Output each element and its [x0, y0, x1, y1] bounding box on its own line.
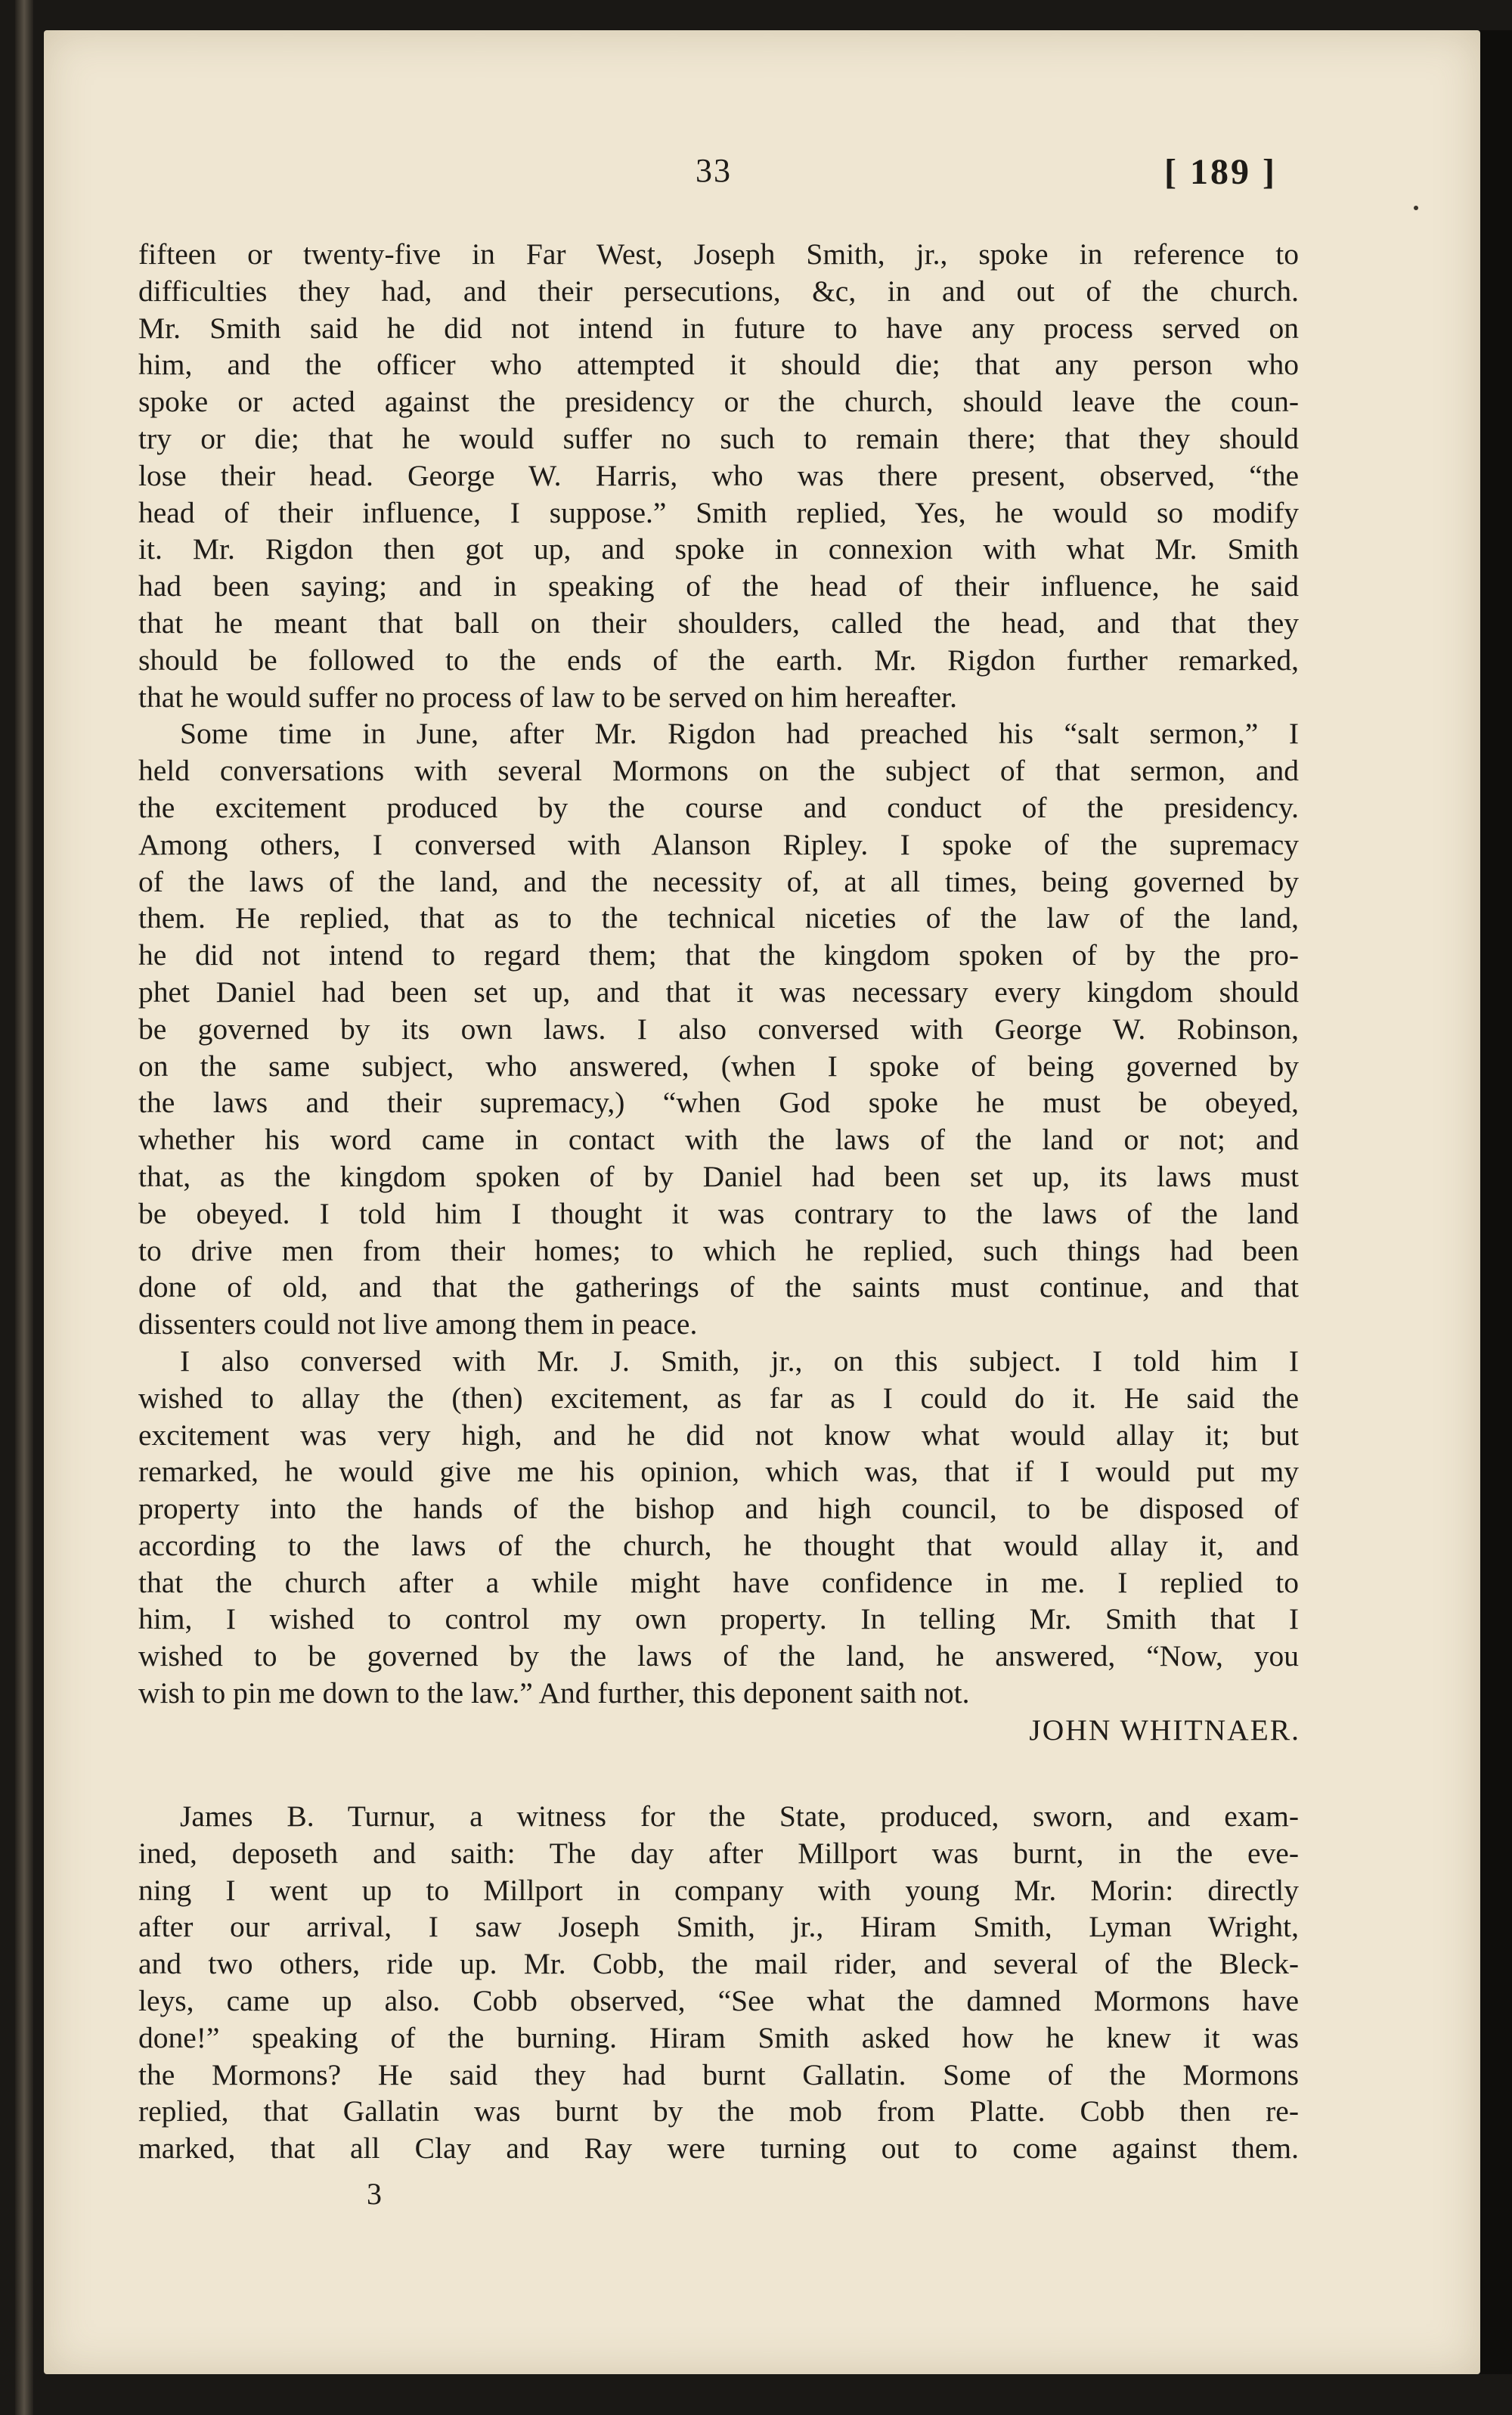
text-line: had been saying; and in speaking of the head of their influence, he said	[138, 569, 1299, 603]
text-line: he did not intend to regard them; that the kingdom spoken of by the pro-	[138, 938, 1299, 972]
text-line: that he would suffer no process of law to be served on him hereafter.	[138, 680, 957, 714]
signature	[907, 1713, 1300, 1747]
text-line: spoke or acted against the presidency or the church, should leave the coun-	[138, 385, 1299, 419]
text-line: that he meant that ball on their shoulders, called the head, and that they	[138, 606, 1299, 640]
page-header	[91, 151, 1300, 204]
text-line: I also conversed with Mr. J. Smith, jr., on this subject. I told him I	[180, 1344, 1299, 1378]
text-line: wished to be governed by the laws of the land, he answered, “Now, you	[138, 1639, 1299, 1673]
scan-border	[1478, 30, 1512, 2374]
text-line: on the same subject, who answered, (when I spoke of being governed by	[138, 1049, 1299, 1083]
deposition-text-block	[138, 236, 1299, 1712]
text-line: it. Mr. Rigdon then got up, and spoke in connexion with what Mr. Smith	[138, 532, 1299, 566]
signature-name: JOHN WHITNAER.	[1029, 1713, 1300, 1747]
text-line: held conversations with several Mormons on the subject of that sermon, and	[138, 754, 1299, 788]
document-number: [ 189 ]	[1164, 152, 1277, 192]
text-line: remarked, he would give me his opinion, which was, that if I would put my	[138, 1455, 1299, 1489]
text-line: Among others, I conversed with Alanson Ripley. I spoke of the supremacy	[138, 827, 1299, 861]
text-line: difficulties they had, and their persecutions, &c, in and out of the church.	[138, 274, 1299, 308]
text-line: that the church after a while might have confidence in me. I replied to	[138, 1565, 1299, 1599]
sheet-signature-mark: 3	[367, 2177, 382, 2211]
text-line: them. He replied, that as to the technical niceties of the law of the land,	[138, 901, 1299, 935]
text-line: the Mormons? He said they had burnt Gallatin. Some of the Mormons	[138, 2057, 1299, 2091]
text-line: wished to allay the (then) excitement, as far as I could do it. He said the	[138, 1381, 1299, 1415]
text-line: property into the hands of the bishop and high council, to be disposed of	[138, 1492, 1299, 1526]
text-line: should be followed to the ends of the earth. Mr. Rigdon further remarked,	[138, 643, 1299, 677]
margin-dot	[1414, 206, 1418, 210]
text-line: him, and the officer who attempted it should die; that any person who	[138, 348, 1299, 382]
text-line: and two others, ride up. Mr. Cobb, the mail rider, and several of the Bleck-	[138, 1947, 1299, 1981]
text-line: that, as the kingdom spoken of by Daniel had been set up, its laws must	[138, 1159, 1299, 1193]
text-line: done!” speaking of the burning. Hiram Smith asked how he knew it was	[138, 2020, 1299, 2054]
text-line: fifteen or twenty-five in Far West, Joseph Smith, jr., spoke in reference to	[138, 237, 1299, 271]
text-line: the excitement produced by the course and conduct of the presidency.	[138, 790, 1299, 824]
text-line: leys, came up also. Cobb observed, “See what the damned Mormons have	[138, 1983, 1299, 2017]
text-line: head of their influence, I suppose.” Smith replied, Yes, he would so modify	[138, 495, 1299, 529]
text-line: be governed by its own laws. I also conversed with George W. Robinson,	[138, 1012, 1299, 1046]
text-line: James B. Turnur, a witness for the State, produced, sworn, and exam-	[180, 1800, 1299, 1833]
text-line: wish to pin me down to the law.” And further, this deponent saith not.	[138, 1676, 970, 1710]
text-line: of the laws of the land, and the necessity of, at all times, being governed by	[138, 864, 1299, 898]
text-line: after our arrival, I saw Joseph Smith, jr., Hiram Smith, Lyman Wright,	[138, 1910, 1299, 1944]
binding-edge	[15, 0, 33, 2415]
text-line: phet Daniel had been set up, and that it was necessary every kingdom should	[138, 975, 1299, 1009]
text-line: according to the laws of the church, he thought that would allay it, and	[138, 1528, 1299, 1562]
text-line: be obeyed. I told him I thought it was contrary to the laws of the land	[138, 1196, 1299, 1230]
text-line: try or die; that he would suffer no such to remain there; that they should	[138, 421, 1299, 455]
text-line: done of old, and that the gatherings of the saints must continue, and that	[138, 1270, 1299, 1304]
text-line: excitement was very high, and he did not know what would allay it; but	[138, 1418, 1299, 1452]
text-line: to drive men from their homes; to which he replied, such things had been	[138, 1233, 1299, 1267]
text-line: whether his word came in contact with the laws of the land or not; and	[138, 1123, 1299, 1157]
text-line: Mr. Smith said he did not intend in future to have any process served on	[138, 311, 1299, 345]
text-line: replied, that Gallatin was burnt by the mob from Platte. Cobb then re-	[138, 2094, 1299, 2128]
text-line: him, I wished to control my own property. In telling Mr. Smith that I	[138, 1602, 1299, 1636]
text-line: ning I went up to Millport in company with young Mr. Morin: directly	[138, 1873, 1299, 1907]
page-number: 33	[696, 152, 732, 189]
text-line: Some time in June, after Mr. Rigdon had preached his “salt sermon,” I	[180, 717, 1299, 751]
text-line: dissenters could not live among them in peace.	[138, 1307, 698, 1341]
text-line: the laws and their supremacy,) “when God spoke he must be obeyed,	[138, 1086, 1299, 1120]
text-line: ined, deposeth and saith: The day after Millport was burnt, in the eve-	[138, 1836, 1299, 1870]
text-line: lose their head. George W. Harris, who was there present, observed, “the	[138, 458, 1299, 492]
testimony-text-block	[138, 1798, 1299, 2167]
text-line: marked, that all Clay and Ray were turning out to come against them.	[138, 2131, 1299, 2165]
